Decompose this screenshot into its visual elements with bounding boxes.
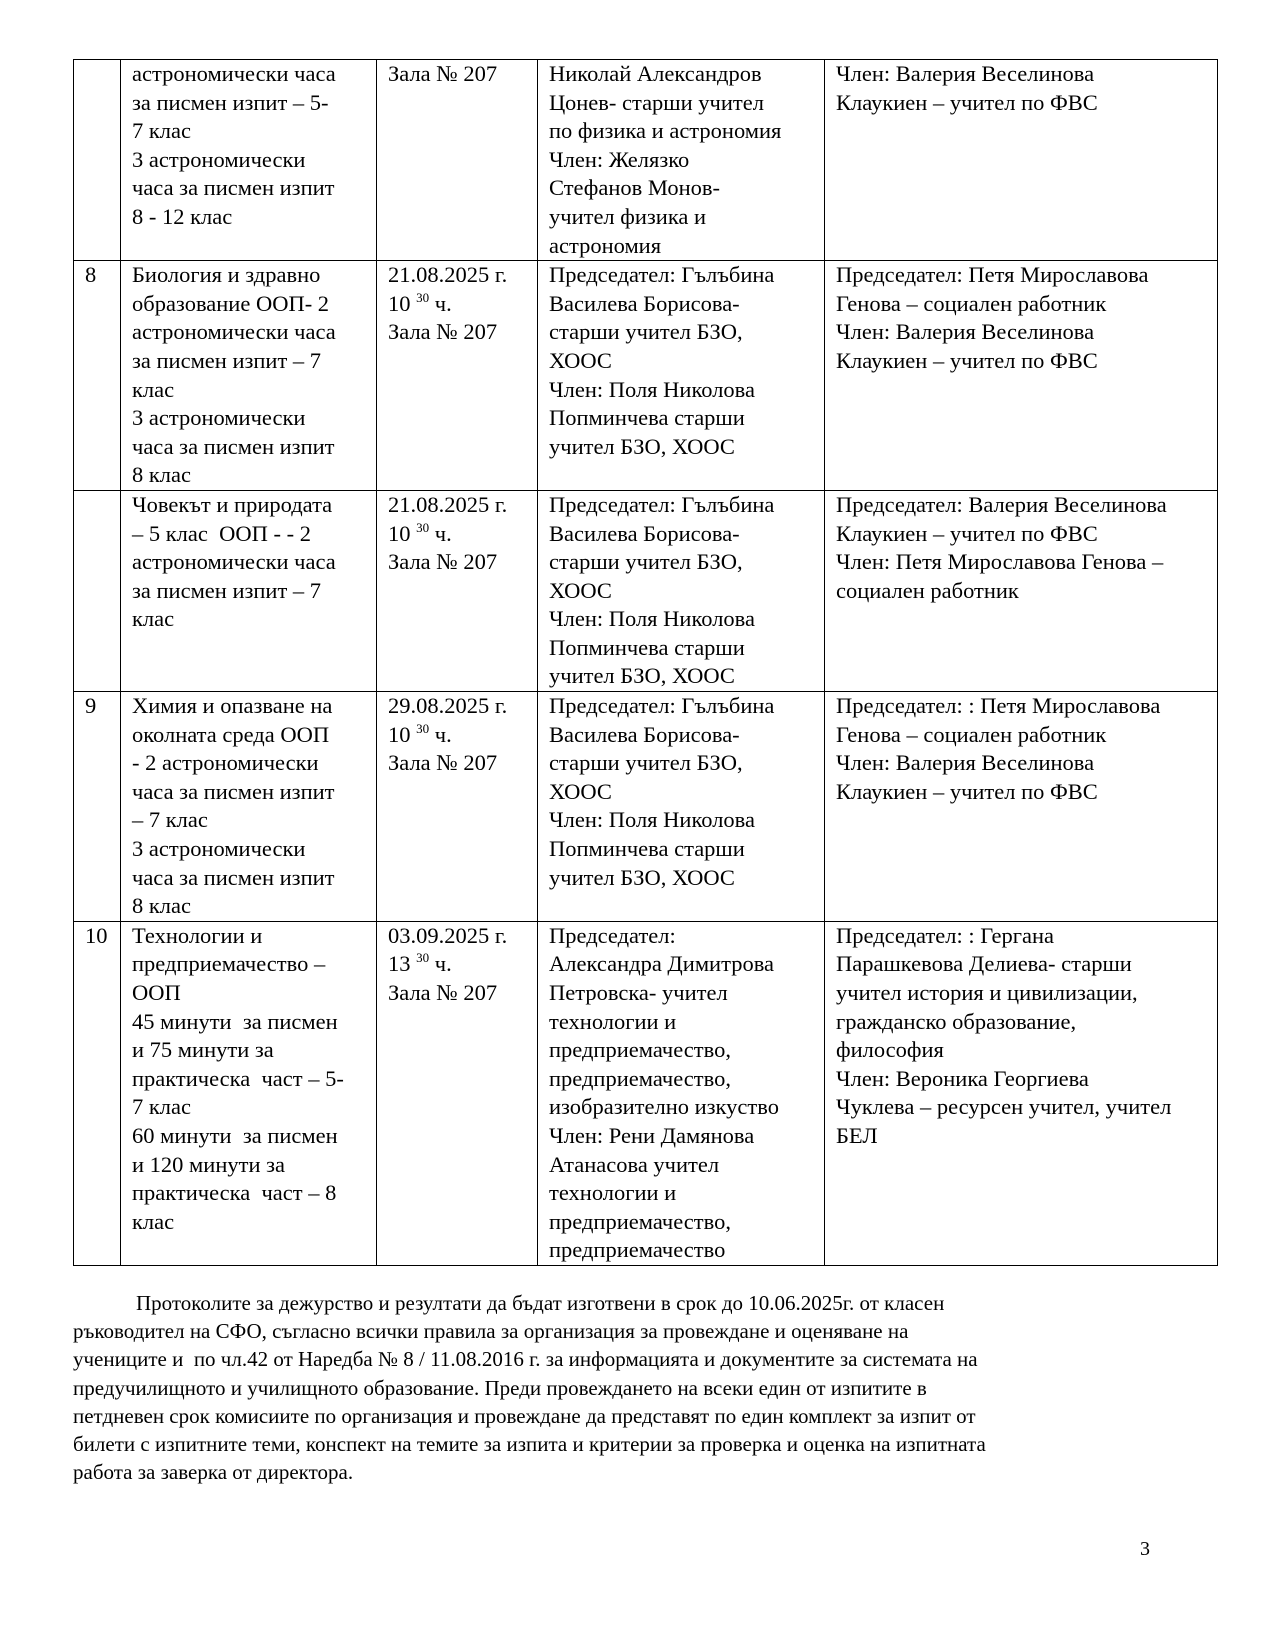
check-commission-cell-line: Член: Вероника Георгиева [836, 1065, 1089, 1091]
exam-schedule-table [73, 59, 1218, 1266]
check-commission-cell [825, 921, 1218, 1265]
subject-cell-line: за писмен изпит – 7 [132, 347, 322, 373]
subject-cell-line: – 7 клас [132, 807, 208, 833]
check-commission-cell-line: БЕЛ [836, 1122, 878, 1148]
conduct-commission-cell-line: старши учител БЗО, [549, 549, 743, 575]
exam-room: Зала № 207 [388, 750, 498, 776]
check-commission-cell-line: Парашкевова Делиева- старши [836, 951, 1132, 977]
subject-cell-line: предприемачество – [132, 951, 326, 977]
row-number-cell [74, 261, 121, 491]
conduct-commission-cell [538, 261, 825, 491]
subject-cell-line: 3 астрономически [132, 836, 306, 862]
check-commission-cell-line: социален работник [836, 577, 1019, 603]
conduct-commission-cell [538, 490, 825, 691]
subject-cell-line: практическа част – 8 [132, 1180, 337, 1206]
conduct-commission-cell-line: Попминчева старши [549, 405, 745, 431]
paragraph-line: Протоколите за дежурство и резултати да бъдат изготвени в срок до 10.06.2025г. от класен [73, 1291, 945, 1315]
exam-time: 10 $^{30}$ ч. [388, 519, 452, 546]
subject-cell-line: за писмен изпит – 7 [132, 577, 322, 603]
subject-cell-line: - 2 астрономически [132, 750, 319, 776]
subject-cell-line: Човекът и природата [132, 491, 333, 517]
subject-cell-line: и 75 минути за [132, 1037, 274, 1063]
conduct-commission-cell-line: старши учител БЗО, [549, 750, 743, 776]
subject-cell-line: 8 - 12 клас [132, 203, 233, 229]
conduct-commission-cell-line: Попминчева старши [549, 634, 745, 660]
subject-cell-line: астрономически часа [132, 549, 336, 575]
conduct-commission-cell-line: ХООС [549, 778, 612, 804]
page-number: 3 [1140, 1538, 1150, 1560]
check-commission-cell-line: Председател: : Петя Мирославова [836, 693, 1161, 719]
conduct-commission-cell-line: Александра Димитрова [549, 951, 775, 977]
conduct-commission-cell-line: Атанасова учител [549, 1151, 720, 1177]
exam-date: 03.09.2025 г. [388, 922, 508, 948]
check-commission-cell [825, 60, 1218, 261]
subject-cell-line: ООП [132, 980, 181, 1005]
check-commission-cell-line: Генова – социален работник [836, 721, 1107, 747]
subject-cell [121, 490, 377, 691]
conduct-commission-cell [538, 692, 825, 922]
subject-cell-line: 45 минути за писмен [132, 1008, 338, 1034]
conduct-commission-cell-line: старши учител БЗО, [549, 319, 743, 345]
check-commission-cell-line: Председател: Валерия Веселинова [836, 491, 1167, 517]
conduct-commission-cell [538, 60, 825, 261]
date-time-room-cell [377, 490, 538, 691]
subject-cell-line: 7 клас [132, 118, 192, 144]
conduct-commission-cell-line: Председател: Гълъбина [549, 693, 775, 719]
check-commission-cell [825, 261, 1218, 491]
row-number-cell [74, 692, 121, 922]
paragraph-line: предучилищното и училищното образование. Преди провеждането на всеки един от изпитите в [73, 1375, 927, 1400]
conduct-commission-cell-line: Василева Борисова- [549, 721, 740, 747]
date-time-room-cell [377, 60, 538, 261]
paragraph-line: учениците и по чл.42 от Наредба № 8 / 11.08.2016 г. за информацията и документите за системата на [73, 1347, 978, 1372]
subject-cell-line: 3 астрономически [132, 405, 306, 431]
date-time-room-cell [377, 921, 538, 1265]
conduct-commission-cell-line: по физика и астрономия [549, 118, 782, 144]
conduct-commission-cell-line: Председател: [549, 922, 676, 948]
table-row [74, 692, 1218, 922]
exam-time: 13 $^{30}$ ч. [388, 950, 452, 977]
exam-room: Зала № 207 [388, 980, 498, 1005]
exam-time: 10 $^{30}$ ч. [388, 289, 452, 316]
check-commission-cell-line: Председател: Петя Мирославова [836, 262, 1149, 288]
subject-cell-line: Биология и здравно [132, 262, 321, 288]
conduct-commission-cell-line: Василева Борисова- [549, 520, 740, 546]
row-number: 10 [85, 922, 108, 948]
subject-cell-line: клас [132, 606, 175, 632]
subject-cell-line: часа за писмен изпит [132, 433, 335, 459]
date-time-room-cell [377, 261, 538, 491]
table-row [74, 261, 1218, 491]
row-number-cell [74, 921, 121, 1265]
check-commission-cell-line: Председател: : Гергана [836, 922, 1055, 948]
check-commission-cell-line: учител история и цивилизации, [836, 980, 1138, 1005]
check-commission-cell-line: Клаукиен – учител по ФВС [836, 520, 1098, 546]
subject-cell [121, 261, 377, 491]
subject-cell-line: – 5 клас ООП - - 2 [132, 520, 311, 546]
conduct-commission-cell-line: учител физика и [549, 203, 707, 229]
check-commission-cell-line: философия [836, 1037, 944, 1063]
subject-cell [121, 60, 377, 261]
conduct-commission-cell-line: предприемачество, [549, 1065, 731, 1091]
exam-time: 10 $^{30}$ ч. [388, 720, 452, 747]
conduct-commission-cell-line: технологии и [549, 1008, 677, 1034]
exam-date: 21.08.2025 г. [388, 491, 508, 517]
conduct-commission-cell-line: Стефанов Монов- [549, 175, 721, 201]
row-number: 8 [85, 262, 97, 288]
conduct-commission-cell-line: Член: Рени Дамянова [549, 1122, 755, 1148]
check-commission-cell-line: Член: Валерия Веселинова [836, 319, 1095, 345]
check-commission-cell-line: Клаукиен – учител по ФВС [836, 89, 1098, 115]
conduct-commission-cell-line: изобразително изкуство [549, 1094, 779, 1120]
conduct-commission-cell-line: астрономия [549, 232, 662, 258]
check-commission-cell-line: Чуклева – ресурсен учител, учител [836, 1094, 1172, 1120]
table-row [74, 921, 1218, 1265]
conduct-commission-cell-line: Председател: Гълъбина [549, 262, 775, 288]
subject-cell-line: 7 клас [132, 1094, 192, 1120]
conduct-commission-cell-line: технологии и [549, 1180, 677, 1206]
row-number-cell [74, 490, 121, 691]
conduct-commission-cell-line: ХООС [549, 347, 612, 373]
row-number-cell [74, 60, 121, 261]
subject-cell-line: Технологии и [132, 922, 263, 948]
check-commission-cell-line: Клаукиен – учител по ФВС [836, 778, 1098, 804]
conduct-commission-cell-line: Член: Поля Николова [549, 807, 755, 833]
paragraph-line: ръководител на СФО, съгласно всички правила за организация за провеждане и оценяване на [73, 1319, 909, 1344]
subject-cell-line: 8 клас [132, 462, 192, 488]
conduct-commission-cell-line: Петровска- учител [549, 980, 728, 1005]
conduct-commission-cell [538, 921, 825, 1265]
check-commission-cell-line: Член: Валерия Веселинова [836, 61, 1095, 86]
row-number: 9 [85, 693, 97, 719]
check-commission-cell-line: гражданско образование, [836, 1008, 1077, 1034]
subject-cell-line: за писмен изпит – 5- [132, 89, 329, 115]
paragraph-line: петдневен срок комисиите по организация и провеждане да представят по един комплект за изпит от [73, 1403, 976, 1428]
subject-cell-line: 3 астрономически [132, 146, 306, 172]
check-commission-cell-line: Клаукиен – учител по ФВС [836, 347, 1098, 373]
table-row [74, 490, 1218, 691]
conduct-commission-cell-line: Цонев- старши учител [549, 89, 764, 115]
conduct-commission-cell-line: ХООС [549, 577, 612, 603]
subject-cell-line: Химия и опазване на [132, 693, 333, 719]
exam-room: Зала № 207 [388, 549, 498, 575]
conduct-commission-cell-line: предприемачество [549, 1237, 726, 1263]
subject-cell-line: 60 минути за писмен [132, 1122, 338, 1148]
check-commission-cell-line: Член: Валерия Веселинова [836, 750, 1095, 776]
subject-cell [121, 921, 377, 1265]
conduct-commission-cell-line: учител БЗО, ХООС [549, 433, 735, 459]
subject-cell-line: часа за писмен изпит [132, 175, 335, 201]
exam-date: 21.08.2025 г. [388, 262, 508, 288]
conduct-commission-cell-line: учител БЗО, ХООС [549, 663, 735, 689]
subject-cell-line: 8 клас [132, 893, 192, 919]
conduct-commission-cell-line: предприемачество, [549, 1208, 731, 1234]
subject-cell-line: часа за писмен изпит [132, 864, 335, 890]
check-commission-cell [825, 490, 1218, 691]
table-row [74, 60, 1218, 261]
exam-room: Зала № 207 [388, 61, 498, 86]
subject-cell-line: практическа част – 5- [132, 1065, 344, 1091]
paragraph-line: работа за заверка от директора. [73, 1460, 354, 1485]
subject-cell-line: часа за писмен изпит [132, 778, 335, 804]
check-commission-cell-line: Генова – социален работник [836, 290, 1107, 316]
check-commission-cell [825, 692, 1218, 922]
conduct-commission-cell-line: Василева Борисова- [549, 290, 740, 316]
check-commission-cell-line: Член: Петя Мирославова Генова – [836, 549, 1164, 575]
conduct-commission-cell-line: Председател: Гълъбина [549, 491, 775, 517]
subject-cell-line: образование ООП- 2 [132, 290, 330, 316]
subject-cell-line: астрономически часа [132, 319, 336, 345]
date-time-room-cell [377, 692, 538, 922]
subject-cell-line: астрономически часа [132, 61, 336, 86]
conduct-commission-cell-line: Попминчева старши [549, 836, 745, 862]
subject-cell [121, 692, 377, 922]
subject-cell-line: и 120 минути за [132, 1151, 285, 1177]
exam-date: 29.08.2025 г. [388, 693, 508, 719]
table-body [74, 60, 1218, 1266]
conduct-commission-cell-line: Член: Поля Николова [549, 606, 755, 632]
conduct-commission-cell-line: Николай Александров [549, 61, 762, 86]
subject-cell-line: околната среда ООП [132, 721, 330, 747]
paragraph-line: билети с изпитните теми, конспект на темите за изпита и критерии за проверка и оценка на изпитната [73, 1432, 986, 1457]
conduct-commission-cell-line: предприемачество, [549, 1037, 731, 1063]
subject-cell-line: клас [132, 1208, 175, 1234]
closing-paragraph [73, 1289, 1217, 1486]
subject-cell-line: клас [132, 376, 175, 402]
conduct-commission-cell-line: Член: Поля Николова [549, 376, 755, 402]
conduct-commission-cell-line: Член: Желязко [549, 146, 690, 172]
exam-room: Зала № 207 [388, 319, 498, 345]
conduct-commission-cell-line: учител БЗО, ХООС [549, 864, 735, 890]
